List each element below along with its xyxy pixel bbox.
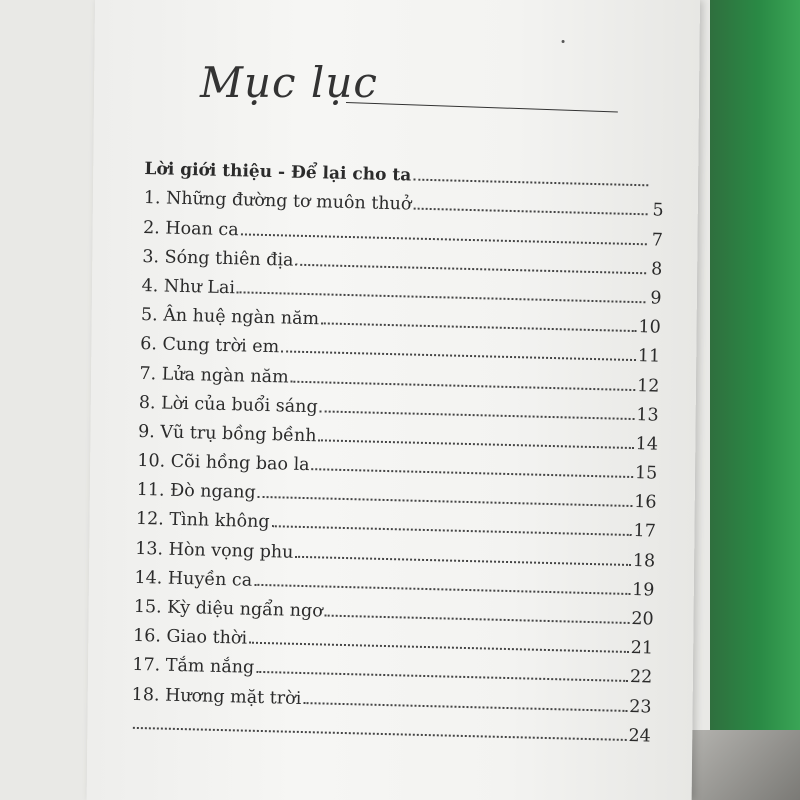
toc-entry-label: 5. Ân huệ ngàn năm bbox=[140, 305, 320, 330]
toc-entry-page: 22 bbox=[629, 667, 653, 688]
toc-entry-label: 1. Những đường tơ muôn thuở bbox=[143, 188, 412, 215]
toc-entry-label: 2. Hoan ca bbox=[142, 217, 239, 240]
toc-entry-page: 16 bbox=[634, 492, 657, 513]
toc-entry-page: 5 bbox=[652, 200, 664, 222]
toc-entry-page: 11 bbox=[637, 346, 661, 367]
table-surface bbox=[680, 730, 800, 800]
toc-entry-page: 7 bbox=[651, 229, 664, 251]
toc-entry-page: 8 bbox=[650, 259, 663, 280]
paper-speck bbox=[562, 40, 565, 43]
toc-entry-page: 10 bbox=[638, 317, 662, 338]
leader-dots bbox=[413, 179, 648, 187]
toc-entry-label: 17. Tắm nắng bbox=[132, 655, 255, 679]
toc-entry-page: 18 bbox=[632, 550, 656, 572]
toc-entry-page: 12 bbox=[636, 375, 660, 397]
toc-entry-page: 19 bbox=[631, 579, 655, 601]
toc-entry-label: 14. Huyền ca bbox=[134, 567, 253, 591]
table-of-contents bbox=[131, 150, 665, 746]
toc-entry-label: 11. Đò ngang bbox=[136, 480, 256, 504]
toc-entry-page: 21 bbox=[630, 638, 654, 659]
toc-entry-label: 12. Tình không bbox=[135, 509, 270, 533]
toc-entry-page: 9 bbox=[650, 288, 662, 309]
toc-entry-page: 17 bbox=[633, 521, 657, 543]
toc-entry-label: Lời giới thiệu - Để lại cho ta bbox=[144, 159, 412, 186]
title-underline bbox=[346, 102, 618, 112]
toc-entry-page: 24 bbox=[628, 725, 652, 747]
toc-entry-label: 3. Sóng thiên địa bbox=[142, 246, 294, 271]
toc-entry-label: 8. Lời của buổi sáng bbox=[138, 392, 318, 417]
toc-entry-page: 14 bbox=[635, 433, 659, 455]
toc-entry-page: 23 bbox=[629, 696, 652, 718]
toc-entry-label: 9. Vũ trụ bồng bềnh bbox=[137, 421, 317, 447]
toc-entry-page: 13 bbox=[636, 404, 659, 426]
page-title: Mục lục bbox=[200, 58, 378, 107]
toc-entry-label: 6. Cung trời em bbox=[140, 334, 280, 358]
toc-entry-label: 10. Cõi hồng bao la bbox=[137, 450, 310, 476]
toc-entry-label: 18. Hương mặt trời bbox=[131, 684, 302, 709]
toc-entry-label: 13. Hòn vọng phu bbox=[135, 538, 294, 563]
toc-entry-label: 4. Như Lai bbox=[141, 275, 236, 299]
toc-entry-label: 15. Kỳ diệu ngẩn ngơ bbox=[133, 596, 323, 622]
toc-entry-label: 7. Lửa ngàn năm bbox=[139, 363, 289, 388]
toc-entry-page: 15 bbox=[634, 463, 658, 484]
toc-entry-label: 16. Giao thời bbox=[132, 626, 248, 649]
book-cover-edge bbox=[710, 0, 800, 800]
page-heading bbox=[200, 58, 630, 132]
toc-entry-page: 20 bbox=[631, 609, 654, 630]
leader-dots bbox=[413, 208, 647, 216]
